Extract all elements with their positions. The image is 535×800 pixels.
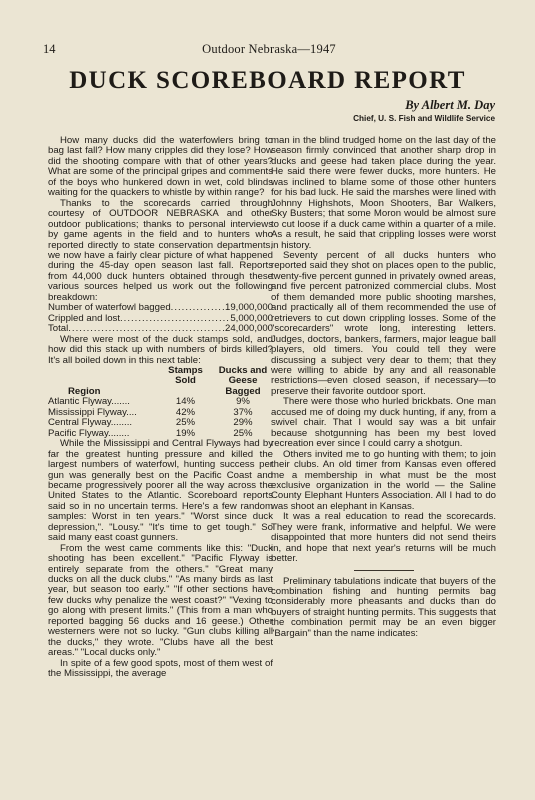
byline: By Albert M. Day bbox=[405, 98, 495, 112]
paragraph: Where were most of the duck stamps sold, and how did this stack up with numbers of birds killed? It's all boiled down in this next table: bbox=[48, 333, 273, 366]
flyway-table bbox=[48, 366, 273, 439]
paragraph: There were those who hurled brickbats. One man accused me of doing my duck hunting, if any, from a swivel chair. That I would say was a bit unfair because shotgunning has been my best loved recreation ever since I could carry a shotgun. bbox=[271, 396, 496, 450]
bagged-cell: 25% bbox=[233, 427, 253, 439]
paragraph: How many ducks did the waterfowlers bring to bag last fall? How many cripples did they lose? How did the shooting compare with that of other years? What are some of the principal gripes and comments of the boys who hunkered down in wet, cold blinds waiting for the quackers to whistle by within range? bbox=[48, 136, 273, 199]
leader-dots bbox=[171, 303, 225, 313]
stamps-cell: 14% bbox=[175, 396, 196, 408]
paragraph: Thanks to the scorecards carried through courtesy of OUTDOOR NEBRASKA and other outdoor publications; thanks to personal interviews by game agents in the field and to hunters who reported directly to state conservation departments, we now have a fairly clear picture of what happened during the 45-day open season last fall. Reports from 44,000 duck hunters obtained through these various sources helped us work out the following breakdown: bbox=[48, 197, 273, 303]
leader-dots bbox=[120, 314, 230, 324]
stat-value: 19,000,000 bbox=[224, 302, 273, 314]
stat-label: Number of waterfowl bagged bbox=[48, 302, 171, 314]
stat-label: Total bbox=[48, 323, 69, 335]
table-header bbox=[48, 366, 273, 397]
page-header bbox=[43, 42, 495, 56]
author-title: Chief, U. S. Fish and Wildlife Service bbox=[353, 114, 495, 123]
region-cell: Pacific Flyway........ bbox=[48, 427, 130, 439]
paragraph: From the west came comments like this: "Duck shooting has been excellent." "Pacific Flyway is entirely separate from the others." "Great many ducks on all the duck clubs." "As many birds as last year, but season too early." "If other sections have few ducks why penalize the west coast?" "Vexing to go along with present limits." (This from a man who reported bagging 56 ducks and 16 geese.) Other westerners were not so lucky. "Gun clubs killing all the ducks," they wrote. "Clubs have all the best areas." "Local ducks only." bbox=[48, 542, 273, 659]
paragraph: While the Mississippi and Central Flyways had by far the greatest hunting pressure and killed the largest numbers of waterfowl, hunting success per gun was generally best on the Pacific Coast and became progressively poorer all the way across the United States to the Atlantic. Scoreboard reports said so in no uncertain terms. Here's a few random samples: Worst in ten years." "Worst since duck depression,". "Lousy." "It's time to get tough." So said many east coast gunners. bbox=[48, 438, 273, 544]
stamps-cell: 25% bbox=[175, 417, 196, 429]
stat-label: Crippled and lost bbox=[48, 312, 120, 324]
column-header-region: Region bbox=[68, 385, 101, 397]
page-number: 14 bbox=[43, 42, 56, 56]
bagged-cell: 9% bbox=[236, 396, 250, 408]
stamps-cell: 19% bbox=[175, 427, 196, 439]
region-cell: Central Flyway........ bbox=[48, 417, 133, 429]
right-column bbox=[271, 136, 496, 776]
bagged-cell: 29% bbox=[233, 417, 253, 429]
paragraph: In spite of a few good spots, most of them west of the Mississippi, the average bbox=[48, 657, 273, 680]
bag-statistics bbox=[48, 303, 273, 334]
bagged-cell: 37% bbox=[233, 406, 253, 418]
column-header-stamps: Stamps Sold bbox=[168, 364, 203, 387]
paragraph: Others invited me to go hunting with them; to join their clubs. An old timer from Kansas even offered me a membership in what must be the most exclusive organization in the world — the Saline County Elephant Hunters Association. All I had to do was shoot an elephant in Kansas. bbox=[271, 448, 496, 512]
stat-value: 24,000,000 bbox=[224, 323, 273, 335]
stamps-cell: 42% bbox=[175, 406, 196, 418]
section-divider bbox=[354, 570, 414, 571]
left-column bbox=[48, 136, 273, 776]
paragraph: Preliminary tabulations indicate that buyers of the combination fishing and hunting permits bag considerably more pheasants and ducks than do buyers of straight hunting permits. This suggests that the combination permit may be an even bigger "Bargain" than the name indicates: bbox=[271, 575, 496, 639]
stat-value: 5,000,000 bbox=[230, 312, 273, 324]
region-cell: Mississippi Flyway.... bbox=[48, 406, 137, 418]
paragraph: Seventy percent of all ducks hunters who reported said they shot on places open to the public, twenty-five percent gunned in privately owned areas, and five percent patronized commercial clubs. Most of them demanded more public shooting marshes, and practically all of them recommended the use of retrievers to cut down crippling losses. Some of the "scorecarders" wrote long, interesting letters. Judges, doctors, bankers, farmers, major league ball players, old timers. You could tell they were discussing a subject very dear to them; that they were willing to abide by any and all reasonable restrictions—even closed season, if necessary—to preserve their favorite outdoor sport. bbox=[271, 249, 496, 397]
paragraph: It was a real education to read the scorecards. They were frank, informative and helpful. We were disappointed that more hunters did not send theirs in, and hope that next year's returns will be much better. bbox=[271, 511, 496, 565]
running-head: Outdoor Nebraska—1947 bbox=[202, 42, 336, 56]
region-cell: Atlantic Flyway....... bbox=[48, 396, 130, 408]
article-title: DUCK SCOREBOARD REPORT bbox=[69, 67, 466, 94]
paragraph: man in the blind trudged home on the last day of the season firmly convinced that another sharp drop in ducks and geese had taken place during the year. He said there were fewer ducks, more hunters. He was inclined to blame some of those other hunters for his bad luck. He said the marshes were lined with Johnny Highshots, Moon Shooters, Bar Walkers, Sky Busters; that some Moron would be almost sure to cut loose if a duck came within a quarter of a mile. As a result, he said that crippling losses were worst in history. bbox=[271, 136, 496, 251]
column-header-bagged: Ducks and Geese Bagged bbox=[218, 364, 268, 397]
